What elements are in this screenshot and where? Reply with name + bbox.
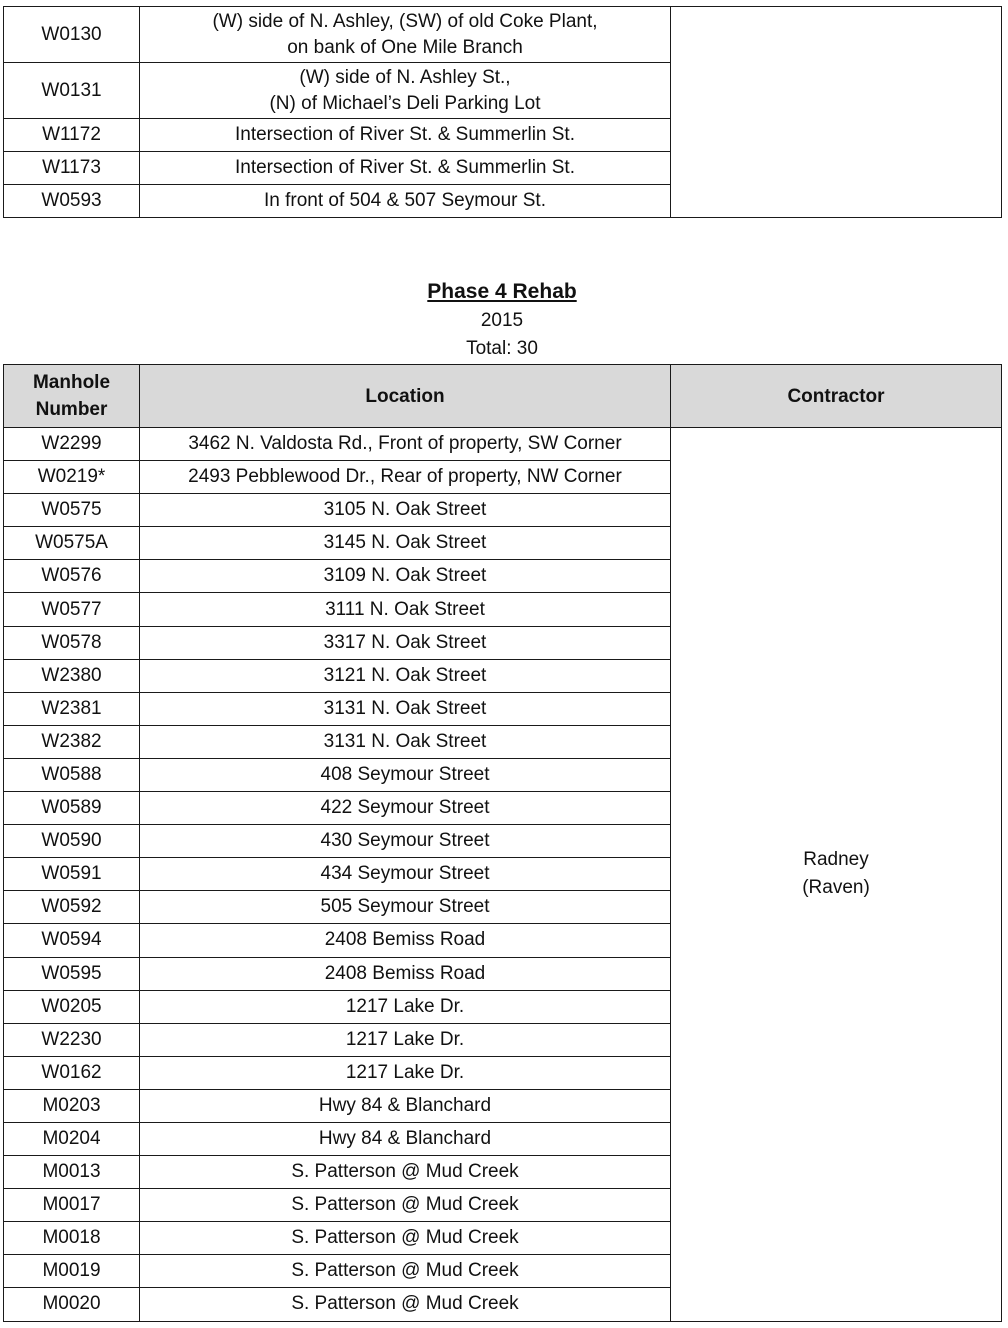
location-line: on bank of One Mile Branch <box>287 36 523 58</box>
contractor-line: Radney <box>803 849 869 871</box>
manhole-number-cell: W0590 <box>4 825 140 858</box>
manhole-number-cell: W1173 <box>4 152 140 185</box>
manhole-number-cell: M0017 <box>4 1189 140 1222</box>
location-cell: 1217 Lake Dr. <box>140 1023 671 1056</box>
manhole-number-cell: W2299 <box>4 428 140 461</box>
manhole-number-cell: W0577 <box>4 593 140 626</box>
manhole-number-cell: W1172 <box>4 119 140 152</box>
contractor-line: (Raven) <box>802 877 870 899</box>
manhole-number-cell: W0593 <box>4 185 140 218</box>
location-cell: S. Patterson @ Mud Creek <box>140 1255 671 1288</box>
location-cell: 422 Seymour Street <box>140 792 671 825</box>
location-cell: 2408 Bemiss Road <box>140 957 671 990</box>
manhole-number-cell: W2230 <box>4 1023 140 1056</box>
location-cell: 430 Seymour Street <box>140 825 671 858</box>
location-cell: S. Patterson @ Mud Creek <box>140 1189 671 1222</box>
manhole-number-cell: W0575 <box>4 494 140 527</box>
location-cell: 3462 N. Valdosta Rd., Front of property, SW Corner <box>140 428 671 461</box>
location-cell: S. Patterson @ Mud Creek <box>140 1222 671 1255</box>
location-cell <box>140 185 671 218</box>
location-cell: 3145 N. Oak Street <box>140 527 671 560</box>
table-header-row <box>4 365 1002 428</box>
manhole-number-cell: W2381 <box>4 692 140 725</box>
location-cell: 3131 N. Oak Street <box>140 692 671 725</box>
manhole-number-cell: M0204 <box>4 1122 140 1155</box>
manhole-number-header-line2: Number <box>35 399 108 420</box>
location-cell <box>140 152 671 185</box>
location-cell: 3131 N. Oak Street <box>140 725 671 758</box>
location-cell: 3317 N. Oak Street <box>140 626 671 659</box>
manhole-number-cell: W0162 <box>4 1056 140 1089</box>
manhole-number-cell: W0588 <box>4 758 140 791</box>
manhole-number-cell: W0576 <box>4 560 140 593</box>
location-cell: 1217 Lake Dr. <box>140 990 671 1023</box>
contractor-cell <box>671 428 1002 1322</box>
manhole-number-cell: W0575A <box>4 527 140 560</box>
location-header: Location <box>140 365 671 428</box>
manhole-number-cell: W0594 <box>4 924 140 957</box>
previous-phase-table <box>3 6 1002 218</box>
phase-4-table <box>3 364 1002 1322</box>
location-cell: S. Patterson @ Mud Creek <box>140 1156 671 1189</box>
location-cell: 434 Seymour Street <box>140 858 671 891</box>
manhole-number-cell: M0019 <box>4 1255 140 1288</box>
manhole-number-cell: W0578 <box>4 626 140 659</box>
manhole-number-cell: M0018 <box>4 1222 140 1255</box>
location-cell: Hwy 84 & Blanchard <box>140 1122 671 1155</box>
manhole-number-cell: M0020 <box>4 1288 140 1321</box>
manhole-number-cell: W2382 <box>4 725 140 758</box>
manhole-number-cell: M0203 <box>4 1089 140 1122</box>
location-cell: Hwy 84 & Blanchard <box>140 1089 671 1122</box>
table-row <box>4 428 1002 461</box>
location-cell: 408 Seymour Street <box>140 758 671 791</box>
location-cell: 3111 N. Oak Street <box>140 593 671 626</box>
phase-year: 2015 <box>480 310 524 331</box>
location-cell <box>140 119 671 152</box>
manhole-number-cell: W0592 <box>4 891 140 924</box>
location-cell: 3105 N. Oak Street <box>140 494 671 527</box>
location-line: Intersection of River St. & Summerlin St. <box>234 124 575 145</box>
location-cell <box>140 63 671 119</box>
location-line: (W) side of N. Ashley, (SW) of old Coke Plant, <box>212 10 598 32</box>
table-row <box>4 7 1002 63</box>
manhole-number-cell: W0589 <box>4 792 140 825</box>
location-cell: 3121 N. Oak Street <box>140 659 671 692</box>
location-line: Intersection of River St. & Summerlin St. <box>234 157 575 178</box>
previous-phase-table-body <box>4 7 1002 218</box>
manhole-number-cell: W2380 <box>4 659 140 692</box>
contractor-header: Contractor <box>671 365 1002 428</box>
manhole-number-cell: W0595 <box>4 957 140 990</box>
location-cell <box>140 7 671 63</box>
location-line: (N) of Michael’s Deli Parking Lot <box>269 92 541 114</box>
location-line: In front of 504 & 507 Seymour St. <box>264 190 546 211</box>
manhole-number-cell: W0131 <box>4 63 140 119</box>
manhole-number-header <box>4 365 140 428</box>
contractor-cell-empty <box>671 7 1002 218</box>
phase-4-table-body <box>4 428 1002 1322</box>
location-cell: S. Patterson @ Mud Creek <box>140 1288 671 1321</box>
phase-total: Total: 30 <box>466 338 538 359</box>
manhole-number-cell: W0130 <box>4 7 140 63</box>
phase-title: Phase 4 Rehab <box>427 280 577 303</box>
location-cell: 1217 Lake Dr. <box>140 1056 671 1089</box>
location-cell: 505 Seymour Street <box>140 891 671 924</box>
manhole-number-header-line1: Manhole <box>32 372 111 393</box>
manhole-number-cell: W0205 <box>4 990 140 1023</box>
location-cell: 2408 Bemiss Road <box>140 924 671 957</box>
location-cell: 2493 Pebblewood Dr., Rear of property, NW Corner <box>140 461 671 494</box>
location-cell: 3109 N. Oak Street <box>140 560 671 593</box>
manhole-number-cell: M0013 <box>4 1156 140 1189</box>
manhole-number-cell: W0591 <box>4 858 140 891</box>
location-line: (W) side of N. Ashley St., <box>299 66 511 88</box>
manhole-number-cell: W0219* <box>4 461 140 494</box>
